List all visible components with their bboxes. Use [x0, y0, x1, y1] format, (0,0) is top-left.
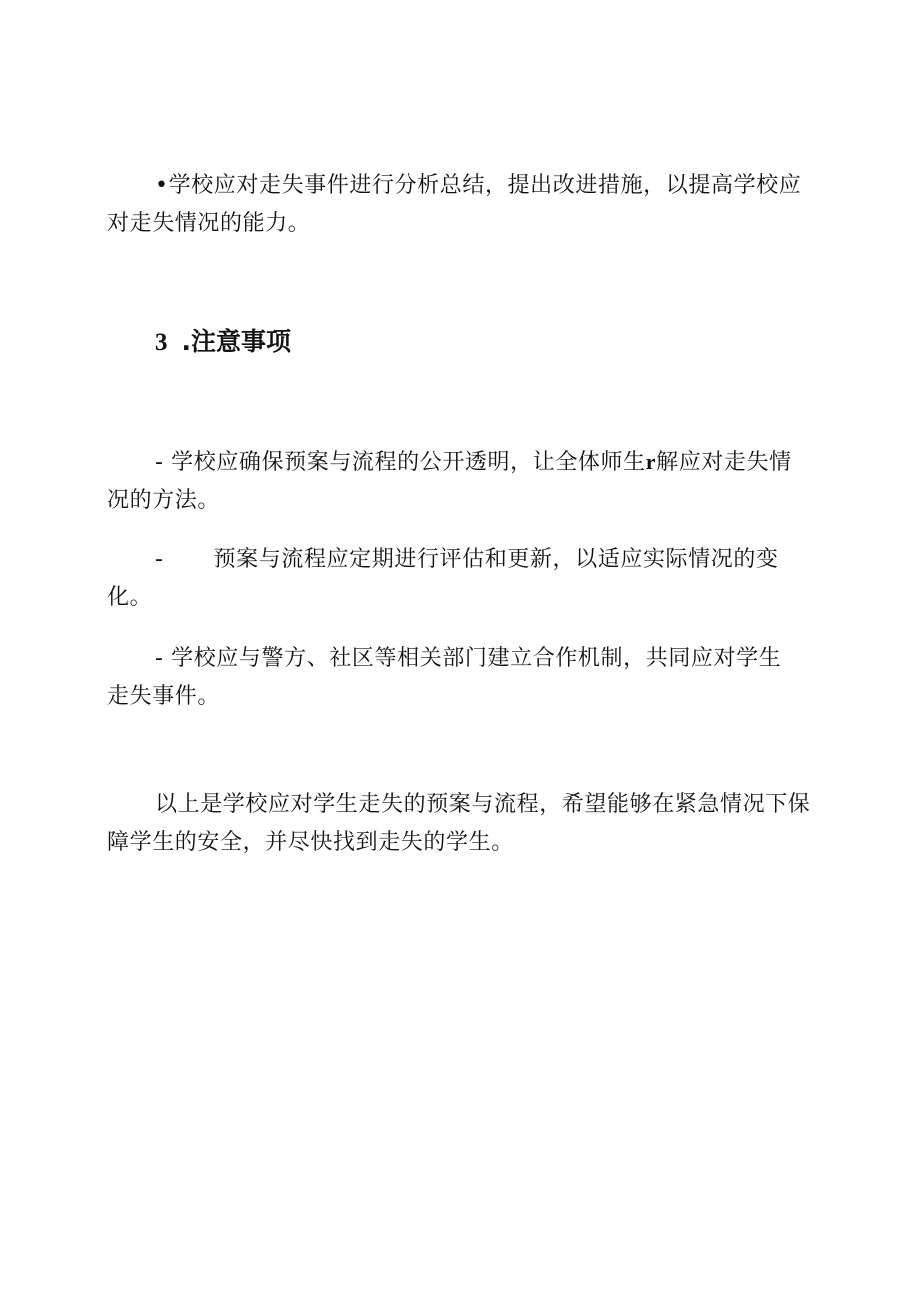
note-item-2 [107, 541, 827, 617]
section-heading [155, 323, 291, 362]
note-3-line-1: - 学校应与警方、社区等相关部门建立合作机制，共同应对学生 [155, 646, 782, 671]
bullet-line-1: •学校应对走失事件进行分析总结，提出改进措施，以提高学校应 [155, 173, 802, 198]
section-title: .注意事项 [181, 327, 291, 356]
note-1-text-a: - 学校应确保预案与流程的公开透明，让全体师生 [155, 450, 646, 475]
note-2-line-2: 化。 [107, 585, 153, 610]
note-1-line-2: 况的方法。 [107, 488, 221, 513]
bullet-paragraph [107, 167, 827, 243]
note-1-text-b: 解应对走失情 [656, 450, 792, 475]
conclusion-line-2: 障学生的安全，并尽快找到走失的学生。 [107, 830, 514, 855]
conclusion-line-1: 以上是学校应对学生走失的预案与流程，希望能够在紧急情况下保 [155, 792, 811, 817]
bullet-line-2: 对走失情况的能力。 [107, 211, 311, 236]
note-1-line-1 [107, 443, 827, 482]
note-1-text-r: r [645, 449, 657, 474]
note-item-1 [107, 443, 827, 520]
note-2-text: 预案与流程应定期进行评估和更新，以适应实际情况的变 [213, 547, 779, 572]
conclusion-paragraph [107, 786, 827, 862]
note-3-line-2: 走失事件。 [107, 684, 221, 709]
note-2-dash: - [155, 547, 164, 572]
note-item-3 [107, 640, 827, 716]
note-2-line-1 [107, 541, 827, 579]
section-number: 3 [155, 329, 168, 356]
